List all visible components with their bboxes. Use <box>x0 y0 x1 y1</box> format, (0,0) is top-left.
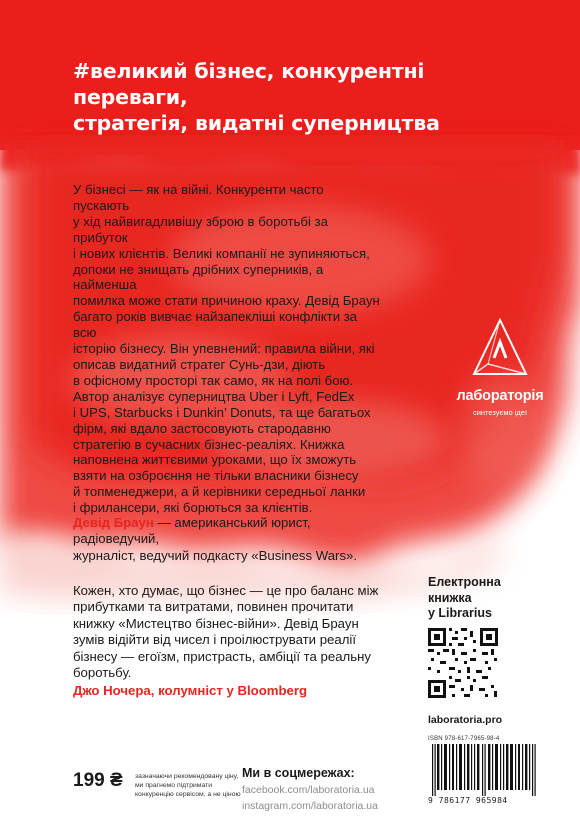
author-bio <box>73 515 393 564</box>
description-line: помилка може стати причиною краху. Девід Браун <box>73 293 380 309</box>
barcode-icon <box>428 744 540 796</box>
ebook-line-1: Електронна <box>428 575 501 589</box>
description-line: взяти на озброєння не тільки власники бізнесу <box>73 468 359 484</box>
author-bio-line-2: журналіст, ведучий подкасту «Business Wars». <box>73 547 358 563</box>
isbn-text: ISBN 978-617-7965-98-4 <box>428 736 500 742</box>
description-line: Автор аналізує суперництва Uber і Lyft, FedEx <box>73 388 355 404</box>
description-line: в офісному просторі так само, як на полі бою. <box>73 372 354 388</box>
description-line: і UPS, Starbucks і Dunkin’ Donuts, та ще багатьох <box>73 404 371 420</box>
barcode-number: 9 786177 965984 <box>428 796 508 805</box>
quote-line: боротьбу. <box>73 665 132 681</box>
quote-source: Джо Ночера, колумніст у Bloomberg <box>73 683 308 698</box>
ebook-line-2: книжка <box>428 590 472 605</box>
publisher-logo <box>455 312 545 432</box>
description-line: й топменеджери, а й керівники середньої ланки <box>73 484 366 500</box>
description-line: і нових клієнтів. Великі компанії не зупиняються, <box>73 245 370 261</box>
author-bio-line-1 <box>73 515 393 548</box>
description-line: допоки не знищать дрібних суперників, а найменша <box>73 261 324 293</box>
hashtag-line-2: стратегія, видатні суперництва <box>73 111 440 135</box>
author-bio-text: — американський юрист, радіоведучий, <box>73 515 311 547</box>
price-value: 199 ₴ <box>73 770 123 791</box>
quote-line: зумів відійти від чисел і проілюструвати реалії <box>73 632 356 648</box>
price-note-line: ми прагнемо підтримати <box>135 782 213 789</box>
quote-line: Кожен, хто думає, що бізнес — це про баланс між <box>73 583 379 598</box>
price-note-line: конкуренцію сервісом, а не ціною <box>135 791 241 798</box>
price-note <box>135 772 245 799</box>
publisher-name: лабораторія <box>456 388 544 404</box>
triangle-logo-icon <box>468 312 532 382</box>
quote-line: книжку «Мистецтво бізнес-війни». Девід Браун <box>73 615 359 631</box>
description-line: історію бізнесу. Він упевнений: правила війни, які <box>73 341 375 357</box>
price-note-line: зазначаючи рекомендовану ціну, <box>135 773 239 780</box>
instagram-link[interactable]: instagram.com/laboratoria.ua <box>242 800 378 812</box>
quote-line: прибутками та витратами, повинен прочитати <box>73 599 354 615</box>
publisher-tagline: синтезуємо ідеї <box>472 408 528 417</box>
description-line: наповнена життєвими уроками, що їх зможуть <box>73 452 357 468</box>
book-description <box>73 182 383 516</box>
ebook-info <box>428 575 538 622</box>
social-heading: Ми в соцмережах: <box>242 766 355 780</box>
author-name: Девід Браун <box>73 515 154 530</box>
qr-code-icon[interactable] <box>428 628 498 698</box>
hashtag-line-1: #великий бізнес, конкурентні переваги, <box>73 59 425 109</box>
hashtag-heading <box>73 58 453 136</box>
description-line: багато років вивчає найзапекліші конфлікти за всю <box>73 309 358 341</box>
description-line: у хід найвигадливішу зброю в боротьбі за прибуток <box>73 213 328 245</box>
quote-line: бізнесу — егоїзм, пристрасть, амбіції та реальну <box>73 648 371 664</box>
publisher-site[interactable]: laboratoria.pro <box>428 714 503 726</box>
ebook-line-3: у Librarius <box>428 606 492 620</box>
description-line: У бізнесі — як на війні. Конкуренти часто пускають <box>73 182 324 213</box>
review-quote <box>73 583 393 681</box>
description-line: фірм, які вдало застосовують стародавню <box>73 420 331 436</box>
facebook-link[interactable]: facebook.com/laboratoria.ua <box>242 784 375 796</box>
description-line: описав видатний стратег Сунь-дзи, діють <box>73 356 326 372</box>
description-line: і фрилансери, які борються за клієнтів. <box>73 500 313 516</box>
description-line: стратегію в сучасних бізнес-реаліях. Книжка <box>73 436 345 452</box>
